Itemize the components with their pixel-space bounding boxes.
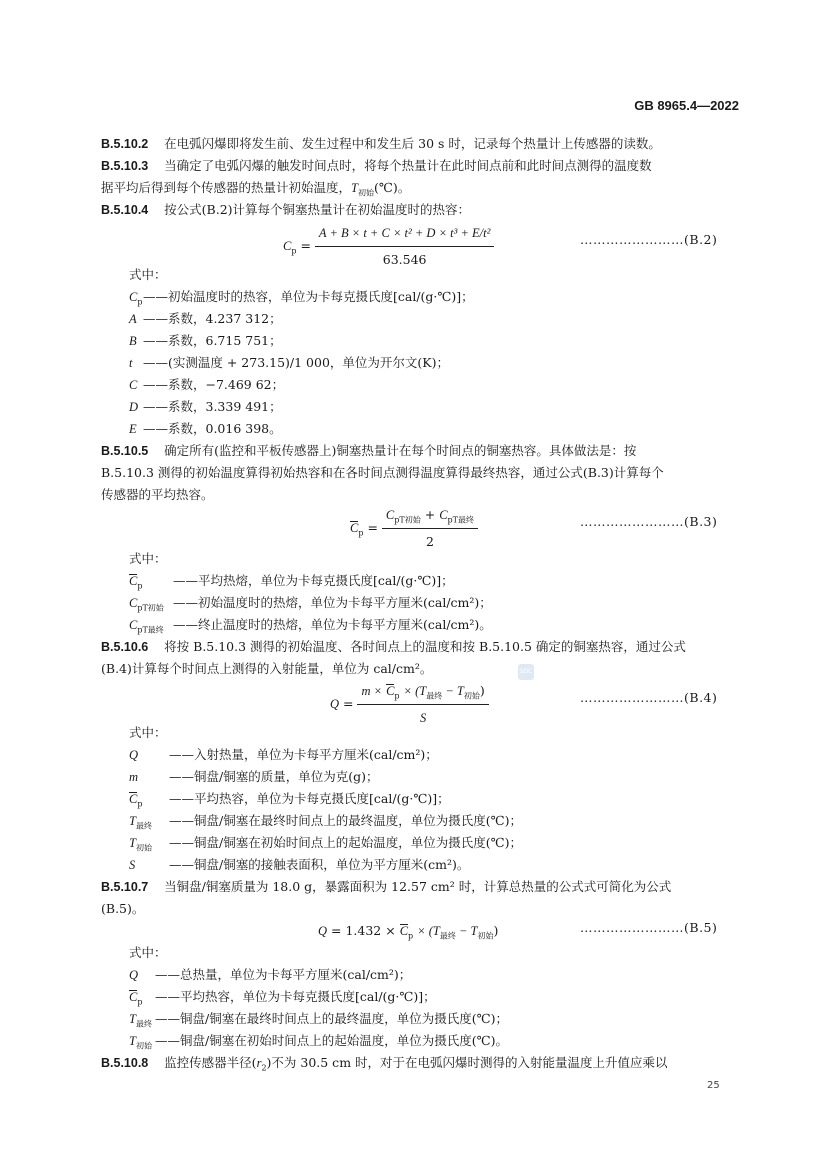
definition-symbol <box>129 986 155 1008</box>
symbol: C <box>129 574 138 588</box>
definition-symbol <box>129 1030 155 1052</box>
definition-list-b2 <box>129 286 474 440</box>
symbol: C <box>129 378 138 392</box>
clause-b5102 <box>101 133 661 155</box>
symbol: T <box>129 836 136 850</box>
fraction <box>315 222 494 271</box>
definition-row <box>129 986 508 1008</box>
symbol: × (T <box>417 924 440 938</box>
clause-text: 在电弧闪爆即将发生前、发生过程中和发生后 30 s 时，记录每个热量计上传感器的读数。 <box>164 136 661 151</box>
equation-b2 <box>283 222 494 271</box>
definition-text: ——铜盘/铜塞在最终时间点上的最终温度，单位为摄氏度(℃)； <box>155 1011 508 1026</box>
definition-symbol <box>129 396 143 418</box>
symbol: C <box>129 596 138 610</box>
subscript: p <box>394 691 400 701</box>
clause-text: (B.5)。 <box>101 901 145 916</box>
clause-text: 当确定了电弧闪爆的触发时间点时，将每个热量计在此时间点前和此时间点测得的温度数 <box>164 158 652 173</box>
fraction <box>357 680 488 729</box>
clause-text: 将按 B.5.10.3 测得的初始温度、各时间点上的温度和按 B.5.10.5 确定的铜塞热容，通过公式 <box>164 639 686 654</box>
clause-number: B.5.10.4 <box>101 203 149 217</box>
symbol: C <box>129 792 138 806</box>
symbol: C <box>129 990 138 1004</box>
symbol: S <box>129 858 136 872</box>
definition-row <box>129 352 474 374</box>
definition-text: ——入射热量，单位为卡每平方厘米(cal/cm²)； <box>169 747 438 762</box>
definition-symbol <box>129 374 143 396</box>
subscript: pT初始 <box>137 603 164 613</box>
subscript: p <box>137 799 143 809</box>
subscript: 最终 <box>439 931 456 941</box>
definition-text: ——系数，3.339 491； <box>143 399 282 414</box>
symbol: C <box>439 508 448 522</box>
clause-text: )不为 30.5 cm 时，对于在电弧闪爆时测得的入射能量温度上升值应乘以 <box>266 1055 668 1070</box>
definition-symbol <box>129 592 173 614</box>
subscript: 初始 <box>477 931 494 941</box>
standard-id: GB 8965.4—2022 <box>634 98 739 113</box>
definition-row <box>129 964 508 986</box>
symbol: r <box>256 1056 262 1070</box>
symbol: ) <box>493 923 499 938</box>
equation-number: ……………………(B.2) <box>580 232 718 247</box>
definition-row <box>129 374 474 396</box>
definition-text: ——铜盘/铜塞在初始时间点上的起始温度，单位为摄氏度(℃)； <box>169 835 522 850</box>
eq-lhs: C <box>350 521 359 535</box>
numerator: A + B × t + C × t² + D × t³ + E/t² <box>315 222 494 247</box>
subscript: p <box>408 931 414 941</box>
symbol: T <box>351 181 358 195</box>
definition-text: ——总热量，单位为卡每平方厘米(cal/cm²)； <box>155 967 412 982</box>
clause-number: B.5.10.6 <box>101 640 149 654</box>
equals-sign: = <box>300 238 311 253</box>
symbol: ) <box>479 683 485 698</box>
subscript: 2 <box>261 1063 267 1073</box>
equation-b5 <box>318 920 498 942</box>
definition-symbol <box>129 352 143 374</box>
definition-symbol <box>129 418 143 440</box>
fraction <box>382 504 478 553</box>
clause-text: (B.4)计算每个时间点上测得的入射能量，单位为 cal/cm²。 <box>101 661 433 676</box>
symbol: E <box>129 422 137 436</box>
clause-b5106 <box>101 636 686 658</box>
symbol: D <box>129 400 139 414</box>
subscript: 最终 <box>426 691 443 701</box>
clause-number: B.5.10.3 <box>101 159 149 173</box>
equation-number: ……………………(B.4) <box>580 690 718 705</box>
symbol: × (T <box>403 684 427 698</box>
symbol: − T <box>442 684 464 698</box>
denominator: 63.546 <box>382 252 427 267</box>
definition-row <box>129 614 492 636</box>
definition-row <box>129 744 522 766</box>
clause-number: B.5.10.7 <box>101 880 149 894</box>
definition-list-b3 <box>129 570 492 636</box>
clause-number: B.5.10.5 <box>101 444 149 458</box>
subscript: p <box>137 581 143 591</box>
subscript: 初始 <box>135 843 152 853</box>
definition-symbol <box>129 330 143 352</box>
where-label: 式中： <box>129 551 167 566</box>
where-label: 式中： <box>129 945 167 960</box>
definition-row <box>129 286 474 308</box>
definition-symbol <box>129 308 143 330</box>
symbol: C <box>129 618 138 632</box>
eq-lhs: Q <box>318 924 328 938</box>
definition-row <box>129 570 492 592</box>
symbol: C <box>386 684 395 698</box>
subscript: pT最终 <box>137 625 164 635</box>
definition-symbol <box>129 570 173 592</box>
definition-text: ——(实测温度 + 273.15)/1 000，单位为开尔文(K)； <box>143 355 450 370</box>
clause-b5108 <box>101 1052 668 1074</box>
subscript: 初始 <box>135 1041 152 1051</box>
clause-text: B.5.10.3 测得的初始温度算得初始热容和在各时间点测得温度算得最终热容，通过公式(B.3)计算每个 <box>101 465 664 480</box>
symbol: C <box>129 290 138 304</box>
definition-row <box>129 308 474 330</box>
definition-list-b4 <box>129 744 522 876</box>
plus-sign: + <box>424 507 436 522</box>
subscript: p <box>291 246 297 256</box>
definition-symbol <box>129 832 169 854</box>
definition-row <box>129 854 522 876</box>
symbol: C <box>385 508 395 522</box>
symbol: C <box>399 924 409 938</box>
clause-b5104 <box>101 199 470 221</box>
clause-text: 按公式(B.2)计算每个铜塞热量计在初始温度时的热容： <box>164 202 471 217</box>
definition-row <box>129 592 492 614</box>
symbol: T <box>129 814 136 828</box>
equation-b3 <box>350 504 478 553</box>
clause-text: 当铜盘/铜塞质量为 18.0 g，暴露面积为 12.57 cm² 时，计算总热量的公式式可简化为公式 <box>164 879 672 894</box>
eq-lhs: C <box>283 239 292 253</box>
clause-number: B.5.10.2 <box>101 137 149 151</box>
numerator <box>382 504 478 529</box>
equation-number: ……………………(B.3) <box>580 514 718 529</box>
definition-list-b5 <box>129 964 508 1052</box>
symbol: − T <box>455 924 478 938</box>
definition-symbol <box>129 810 169 832</box>
subscript: pT最终 <box>447 515 474 525</box>
denominator: 2 <box>425 534 434 549</box>
subscript: p <box>137 997 143 1007</box>
watermark-logo: SDC <box>518 664 534 680</box>
symbol: Q <box>129 968 139 982</box>
subscript: 初始 <box>357 188 374 198</box>
definition-text: ——系数，0.016 398。 <box>143 421 282 436</box>
clause-b5103 <box>101 155 652 177</box>
subscript: 最终 <box>135 1019 152 1029</box>
where-label: 式中： <box>129 267 167 282</box>
definition-text: ——系数，−7.469 62； <box>143 377 285 392</box>
equals-sign: = <box>367 520 378 535</box>
numerator <box>357 680 488 705</box>
symbol: A <box>129 312 137 326</box>
definition-symbol <box>129 854 169 876</box>
definition-text: ——铜盘/铜塞的接触表面积，单位为平方厘米(cm²)。 <box>169 857 470 872</box>
definition-row <box>129 810 522 832</box>
clause-text: 据平均后得到每个传感器的热量计初始温度， <box>101 180 352 195</box>
where-label: 式中： <box>129 725 167 740</box>
definition-text: ——系数，4.237 312； <box>143 311 282 326</box>
definition-row <box>129 1030 508 1052</box>
clause-text: 确定所有(监控和平板传感器上)铜塞热量计在每个时间点的铜塞热容。具体做法是：按 <box>164 443 637 458</box>
definition-symbol <box>129 766 169 788</box>
equation-b4 <box>330 680 489 729</box>
clause-number: B.5.10.8 <box>101 1056 149 1070</box>
subscript: 最终 <box>135 821 152 831</box>
definition-text: ——铜盘/铜塞在初始时间点上的起始温度，单位为摄氏度(℃)。 <box>155 1033 508 1048</box>
definition-row <box>129 396 474 418</box>
equals-sign: = 1.432 × <box>331 923 396 938</box>
definition-text: ——平均热熔，单位为卡每克摄氏度[cal/(g·℃)]； <box>173 573 454 588</box>
page-number: 25 <box>707 1080 720 1091</box>
definition-symbol <box>129 614 173 636</box>
symbol: m <box>129 770 139 784</box>
definition-symbol <box>129 286 143 308</box>
symbol: m × <box>361 684 383 698</box>
definition-text: ——初始温度时的热熔，单位为卡每平方厘米(cal/cm²)； <box>173 595 492 610</box>
clause-b5105 <box>101 440 636 462</box>
symbol: t <box>129 356 133 370</box>
definition-symbol <box>129 1008 155 1030</box>
symbol: Q <box>129 748 139 762</box>
definition-text: ——系数，6.715 751； <box>143 333 282 348</box>
clause-text: 传感器的平均热容。 <box>101 487 214 502</box>
definition-symbol <box>129 964 155 986</box>
equals-sign: = <box>343 696 354 711</box>
definition-text: ——铜盘/铜塞在最终时间点上的最终温度，单位为摄氏度(℃)； <box>169 813 522 828</box>
clause-b5103-line2 <box>101 177 410 199</box>
definition-row <box>129 766 522 788</box>
subscript: p <box>358 528 364 538</box>
definition-symbol <box>129 744 169 766</box>
definition-row <box>129 330 474 352</box>
symbol: T <box>129 1012 136 1026</box>
clause-text: 监控传感器半径( <box>164 1055 257 1070</box>
clause-text: (℃)。 <box>373 180 411 195</box>
clause-b5107 <box>101 876 671 898</box>
definition-text: ——初始温度时的热容，单位为卡每克摄氏度[cal/(g·℃)]； <box>143 289 474 304</box>
definition-row <box>129 788 522 810</box>
eq-lhs: Q <box>330 697 340 711</box>
definition-text: ——终止温度时的热熔，单位为卡每平方厘米(cal/cm²)。 <box>173 617 492 632</box>
definition-text: ——平均热容，单位为卡每克摄氏度[cal/(g·℃)]； <box>155 989 436 1004</box>
symbol: B <box>129 334 137 348</box>
definition-row <box>129 418 474 440</box>
subscript: p <box>137 297 143 307</box>
definition-text: ——平均热容，单位为卡每克摄氏度[cal/(g·℃)]； <box>169 791 450 806</box>
subscript: pT初始 <box>394 515 421 525</box>
definition-row <box>129 832 522 854</box>
definition-symbol <box>129 788 169 810</box>
equation-number: ……………………(B.5) <box>580 920 718 935</box>
subscript: 初始 <box>463 691 480 701</box>
definition-row <box>129 1008 508 1030</box>
denominator: S <box>419 711 427 725</box>
definition-text: ——铜盘/铜塞的质量，单位为克(g)； <box>169 769 379 784</box>
symbol: T <box>129 1034 136 1048</box>
